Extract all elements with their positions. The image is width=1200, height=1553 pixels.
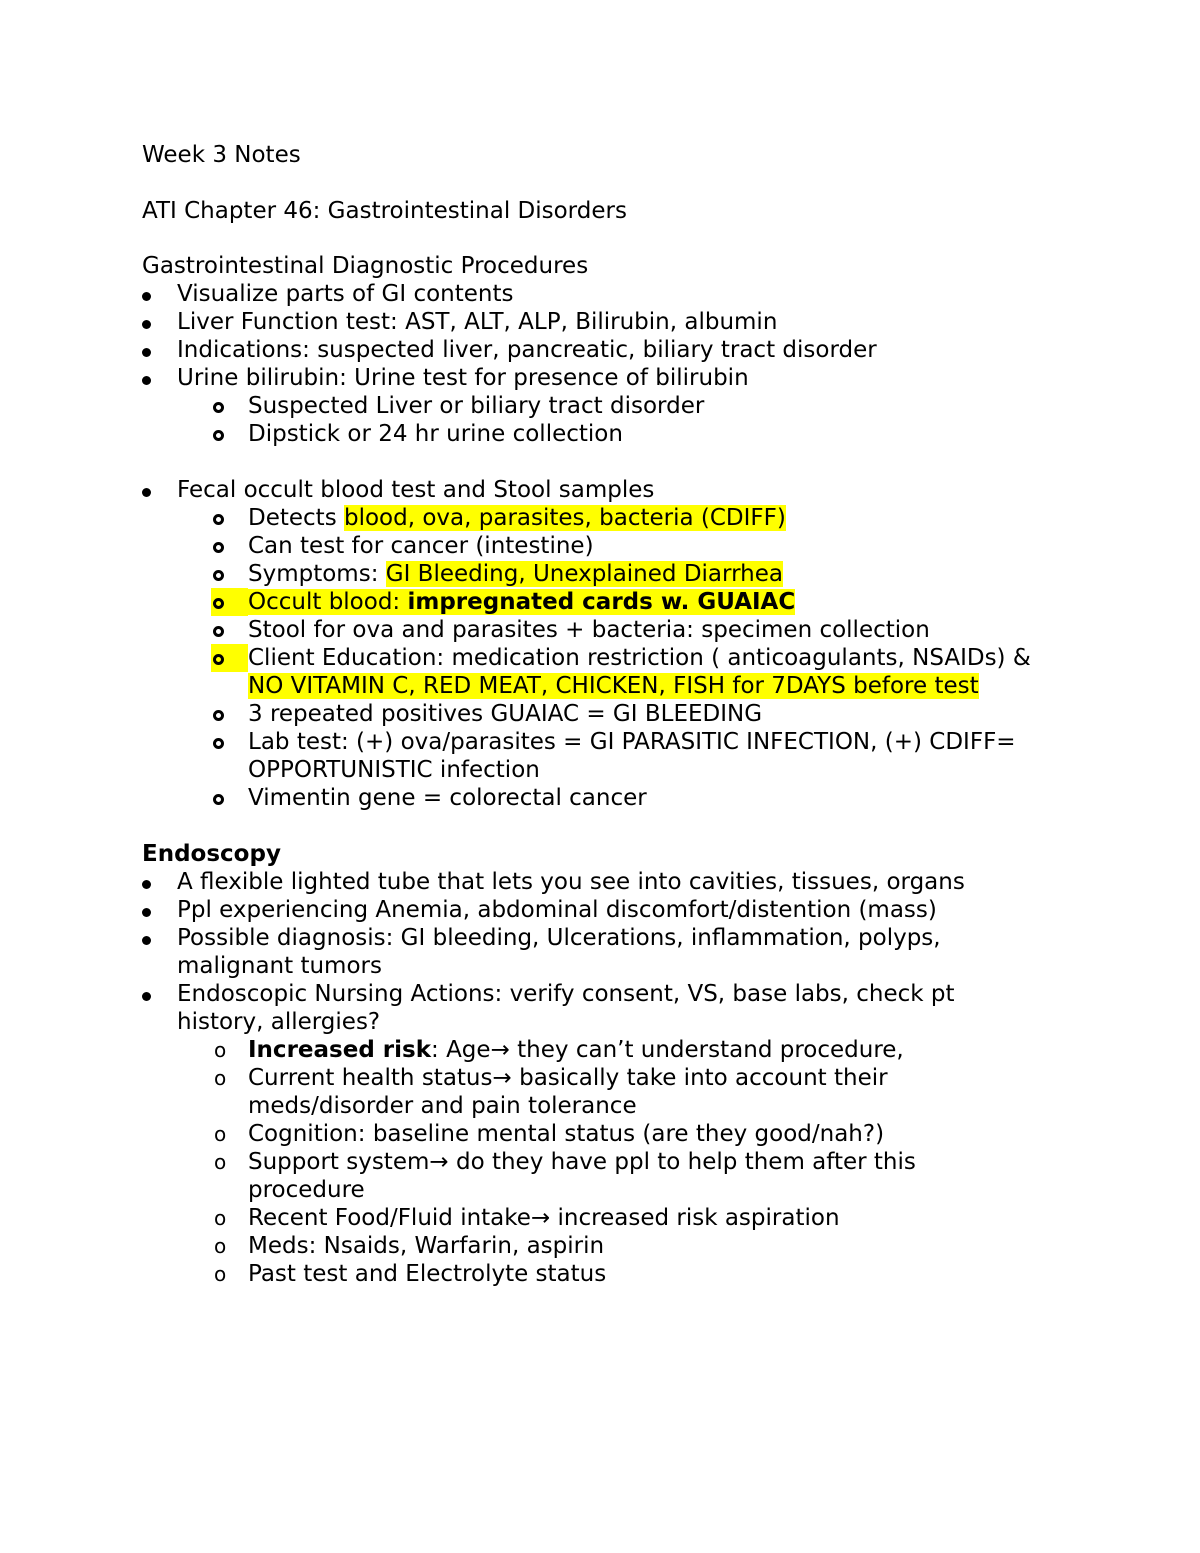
bullet-icon: [142, 896, 151, 924]
bullet-icon: [142, 868, 151, 896]
ring-bullet-icon: [211, 644, 248, 672]
bullet-icon: [142, 336, 151, 364]
bullet-icon: [142, 364, 151, 392]
bullet-icon: [142, 980, 151, 1008]
sub-list-item: o Increased risk: Age→ they can’t understand procedure,: [214, 1037, 904, 1063]
chapter-heading: ATI Chapter 46: Gastrointestinal Disorders: [142, 197, 627, 224]
sub-list-item: o Support system→ do they have ppl to help them after this procedure: [214, 1149, 916, 1203]
arrow-right-icon: →: [530, 1205, 551, 1231]
section-heading-gi-procedures: Gastrointestinal Diagnostic Procedures: [142, 253, 589, 279]
page-title: Week 3 Notes: [142, 142, 301, 168]
sub-list-item: Symptoms: GI Bleeding, Unexplained Diarrhea: [142, 560, 1072, 588]
sub-list-item: Stool for ova and parasites + bacteria: specimen collection: [142, 616, 1072, 644]
document-body: [142, 141, 1072, 1288]
sub-list-item: Client Education: medication restriction ( anticoagulants, NSAIDs) & NO VITAMIN C, RED MEAT, CHICKEN, FISH for 7DAYS before test: [142, 644, 1072, 700]
sub-list-item: Suspected Liver or biliary tract disorder: [142, 392, 1072, 420]
sub-list-item: Lab test: (+) ova/parasites = GI PARASITIC INFECTION, (+) CDIFF= OPPORTUNISTIC infection: [142, 728, 1072, 784]
sub-list-item: o Cognition: baseline mental status (are they good/nah?): [214, 1121, 885, 1147]
list-item: Indications: suspected liver, pancreatic, biliary tract disorder: [142, 336, 1072, 364]
sub-list-item: Vimentin gene = colorectal cancer: [142, 784, 1072, 812]
o-bullet-icon: o: [214, 1234, 227, 1258]
bullet-icon: [142, 924, 151, 952]
sub-list-item: o Current health status→ basically take into account their meds/disorder and pain tolerance: [214, 1065, 888, 1119]
highlighted-text: NO VITAMIN C, RED MEAT, CHICKEN, FISH for 7DAYS before test: [248, 673, 979, 699]
list-item: Urine bilirubin: Urine test for presence of bilirubin: [142, 364, 1072, 392]
list-item: Liver Function test: AST, ALT, ALP, Bilirubin, albumin: [142, 308, 1072, 336]
ring-bullet-icon: [211, 588, 248, 616]
bullet-icon: [142, 476, 151, 504]
arrow-right-icon: →: [429, 1149, 449, 1175]
ring-bullet-icon: [213, 420, 224, 448]
o-bullet-icon: o: [214, 1122, 227, 1146]
bullet-icon: [142, 308, 151, 336]
ring-bullet-icon: [213, 616, 224, 644]
ring-bullet-icon: [213, 560, 224, 588]
list-item: Fecal occult blood test and Stool samples: [142, 476, 1072, 504]
sub-list-item: o Recent Food/Fluid intake→ increased risk aspiration: [214, 1205, 840, 1231]
sub-list-item: Dipstick or 24 hr urine collection: [142, 420, 1072, 448]
ring-bullet-icon: [213, 392, 224, 420]
ring-bullet-icon: [213, 700, 224, 728]
sub-list-item: Occult blood: impregnated cards w. GUAIAC: [142, 588, 1072, 616]
list-item: Visualize parts of GI contents: [142, 280, 1072, 308]
o-bullet-icon: o: [214, 1206, 227, 1230]
list-item: Possible diagnosis: GI bleeding, Ulcerations, inflammation, polyps, malignant tumors: [142, 924, 1072, 980]
o-bullet-icon: o: [214, 1066, 227, 1090]
highlighted-bold-text: impregnated cards w. GUAIAC: [407, 589, 796, 615]
ring-bullet-icon: [213, 784, 224, 812]
sub-list-item: 3 repeated positives GUAIAC = GI BLEEDING: [142, 700, 1072, 728]
o-bullet-icon: o: [214, 1262, 227, 1286]
o-bullet-icon: o: [214, 1038, 227, 1062]
list-item: Ppl experiencing Anemia, abdominal discomfort/distention (mass): [142, 896, 1072, 924]
ring-bullet-icon: [213, 504, 224, 532]
section-heading-endoscopy: Endoscopy: [142, 841, 281, 867]
arrow-right-icon: →: [492, 1065, 512, 1091]
list-item: Endoscopic Nursing Actions: verify consent, VS, base labs, check pt history, allergies?: [142, 980, 1072, 1036]
o-bullet-icon: o: [214, 1150, 227, 1174]
sub-list-item: o Past test and Electrolyte status: [214, 1261, 607, 1287]
sub-list-item: o Meds: Nsaids, Warfarin, aspirin: [214, 1233, 605, 1259]
bullet-icon: [142, 280, 151, 308]
ring-bullet-icon: [213, 728, 224, 756]
arrow-right-icon: →: [490, 1037, 510, 1063]
sub-list-item: Can test for cancer (intestine): [142, 532, 1072, 560]
ring-bullet-icon: [213, 532, 224, 560]
highlighted-text: blood, ova, parasites, bacteria (CDIFF): [344, 505, 786, 531]
sub-list-item: Detects blood, ova, parasites, bacteria (CDIFF): [142, 504, 1072, 532]
list-item: A flexible lighted tube that lets you see into cavities, tissues, organs: [142, 868, 1072, 896]
highlighted-text: GI Bleeding, Unexplained Diarrhea: [385, 561, 783, 587]
